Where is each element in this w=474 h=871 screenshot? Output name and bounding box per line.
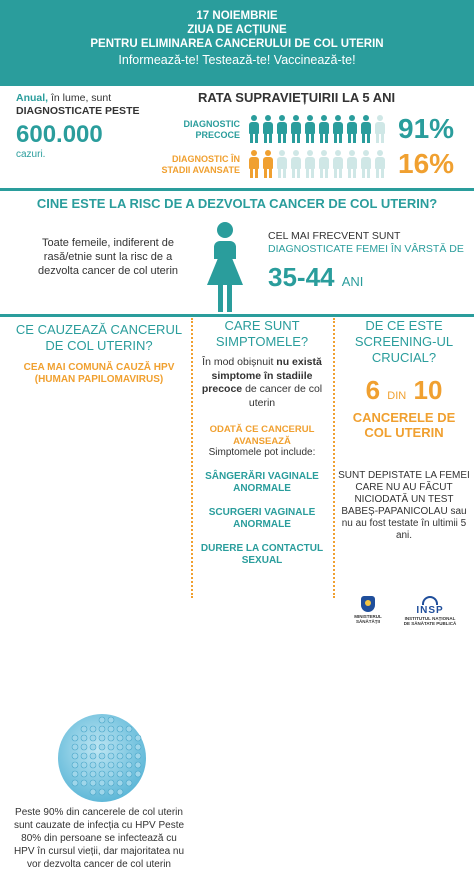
insp-logo: INSP INSTITUTUL NAȚIONAL DE SĂNĂTATE PUBLICĂ	[402, 596, 458, 626]
screening-title: DE CE ESTE SCREENING-UL CRUCIAL?	[354, 318, 454, 365]
person-icon	[248, 150, 260, 178]
late-label: DIAGNOSTIC ÎN STADII AVANSATE	[161, 154, 240, 175]
stat-unit: cazuri.	[16, 149, 46, 160]
symptom-discharge: SCURGERI VAGINALE ANORMALE	[208, 507, 316, 530]
cause-text: Peste 90% din cancerele de col uterin sunt cauzate de infecția cu HPV Peste 80% din persoane se infectează cu HPV în cursul vieții, dar majoritatea nu vor dezvolta cancer de col uterin	[13, 807, 185, 870]
screening-text: SUNT DEPISTATE LA FEMEI CARE NU AU FĂCUT NICIODATĂ UN TEST BABEȘ-PAPANICOLAU sau nu au fost testate în ultimii 5 ani.	[338, 470, 470, 541]
person-icon	[332, 115, 344, 143]
risk-title: CINE ESTE LA RISC DE A DEZVOLTA CANCER DE COL UTERIN?	[36, 196, 438, 211]
symptoms-intro: În mod obișnuit nu există simptome în stadiile precoce de cancer de col uterin	[201, 356, 323, 409]
header-title: PENTRU ELIMINAREA CANCERULUI DE COL UTERIN	[90, 38, 384, 50]
risk-frequent: CEL MAI FRECVENT SUNT	[268, 230, 401, 242]
stat-number: 600.000	[16, 121, 103, 148]
symptom-pain: DURERE LA CONTACTUL SEXUAL	[200, 543, 324, 566]
person-icon	[276, 115, 288, 143]
person-icon	[374, 115, 386, 143]
woman-icon	[205, 222, 245, 314]
early-percent: 91%	[398, 113, 455, 144]
header-banner	[0, 0, 474, 86]
symptoms-column	[196, 318, 328, 567]
risk-diagnosed: DIAGNOSTICATE FEMEI ÎN VÂRSTĂ DE	[268, 243, 464, 255]
survival-row-late	[160, 148, 470, 184]
survival-title: RATA SUPRAVIEȚUIRII LA 5 ANI	[198, 90, 396, 105]
person-icon	[318, 115, 330, 143]
risk-right	[268, 230, 468, 293]
risk-left-text: Toate femeile, indiferent de rasă/etnie sunt la risc de a dezvolta cancer de col uterin	[37, 237, 179, 277]
coat-of-arms-icon	[361, 596, 375, 612]
risk-age-unit: ANI	[341, 274, 364, 289]
symptoms-title: CARE SUNT SIMPTOMELE?	[215, 318, 309, 349]
stat-label: DIAGNOSTICATE PESTE	[16, 105, 140, 117]
person-icon	[374, 150, 386, 178]
person-icon	[346, 115, 358, 143]
late-percent: 16%	[398, 148, 455, 179]
person-icon	[360, 115, 372, 143]
header-date: 17 NOIEMBRIE	[196, 10, 278, 22]
screening-column	[338, 318, 470, 542]
stat-rest: în lume, sunt	[48, 92, 112, 104]
person-icon	[360, 150, 372, 178]
early-label: DIAGNOSTIC PRECOCE	[183, 119, 240, 140]
late-people-icons	[248, 150, 386, 180]
person-icon	[248, 115, 260, 143]
person-icon	[276, 150, 288, 178]
cause-column	[10, 322, 188, 870]
column-divider-left	[191, 318, 193, 598]
divider-top	[0, 188, 474, 191]
screening-label: CANCERELE DE COL UTERIN	[352, 410, 456, 440]
person-icon	[304, 150, 316, 178]
header-slogan: Informează-te! Testează-te! Vaccinează-te!	[118, 53, 356, 67]
person-icon	[262, 150, 274, 178]
symptoms-include: Simptomele pot include:	[208, 447, 316, 458]
symptom-bleeding: SÂNGERĂRI VAGINALE ANORMALE	[205, 471, 319, 494]
annual-cases-stat	[16, 92, 166, 160]
person-icon	[290, 115, 302, 143]
column-divider-right	[333, 318, 335, 598]
early-people-icons	[248, 115, 386, 145]
person-icon	[318, 150, 330, 178]
ministry-logo: MINISTERUL SĂNĂTĂȚII	[348, 596, 388, 624]
insp-arc-icon	[422, 596, 438, 605]
divider-middle	[0, 314, 474, 317]
cause-title: CE CAUZEAZĂ CANCERUL DE COL UTERIN?	[15, 322, 183, 353]
person-icon	[290, 150, 302, 178]
stat-accent: Anual,	[16, 92, 49, 104]
risk-age: 35-44	[268, 262, 335, 292]
person-icon	[304, 115, 316, 143]
header-day: ZIUA DE ACȚIUNE	[187, 24, 287, 36]
screening-ratio: 6 DIN 10	[365, 375, 443, 405]
survival-row-early	[160, 113, 470, 149]
cause-subtitle: CEA MAI COMUNĂ CAUZĂ HPV (HUMAN PAPILOMAVIRUS)	[23, 362, 175, 385]
logos	[300, 596, 470, 630]
person-icon	[332, 150, 344, 178]
person-icon	[346, 150, 358, 178]
hpv-virus-icon	[48, 710, 156, 806]
symptoms-advanced: ODATĂ CE CANCERUL AVANSEAZĂ	[209, 424, 315, 447]
person-icon	[262, 115, 274, 143]
